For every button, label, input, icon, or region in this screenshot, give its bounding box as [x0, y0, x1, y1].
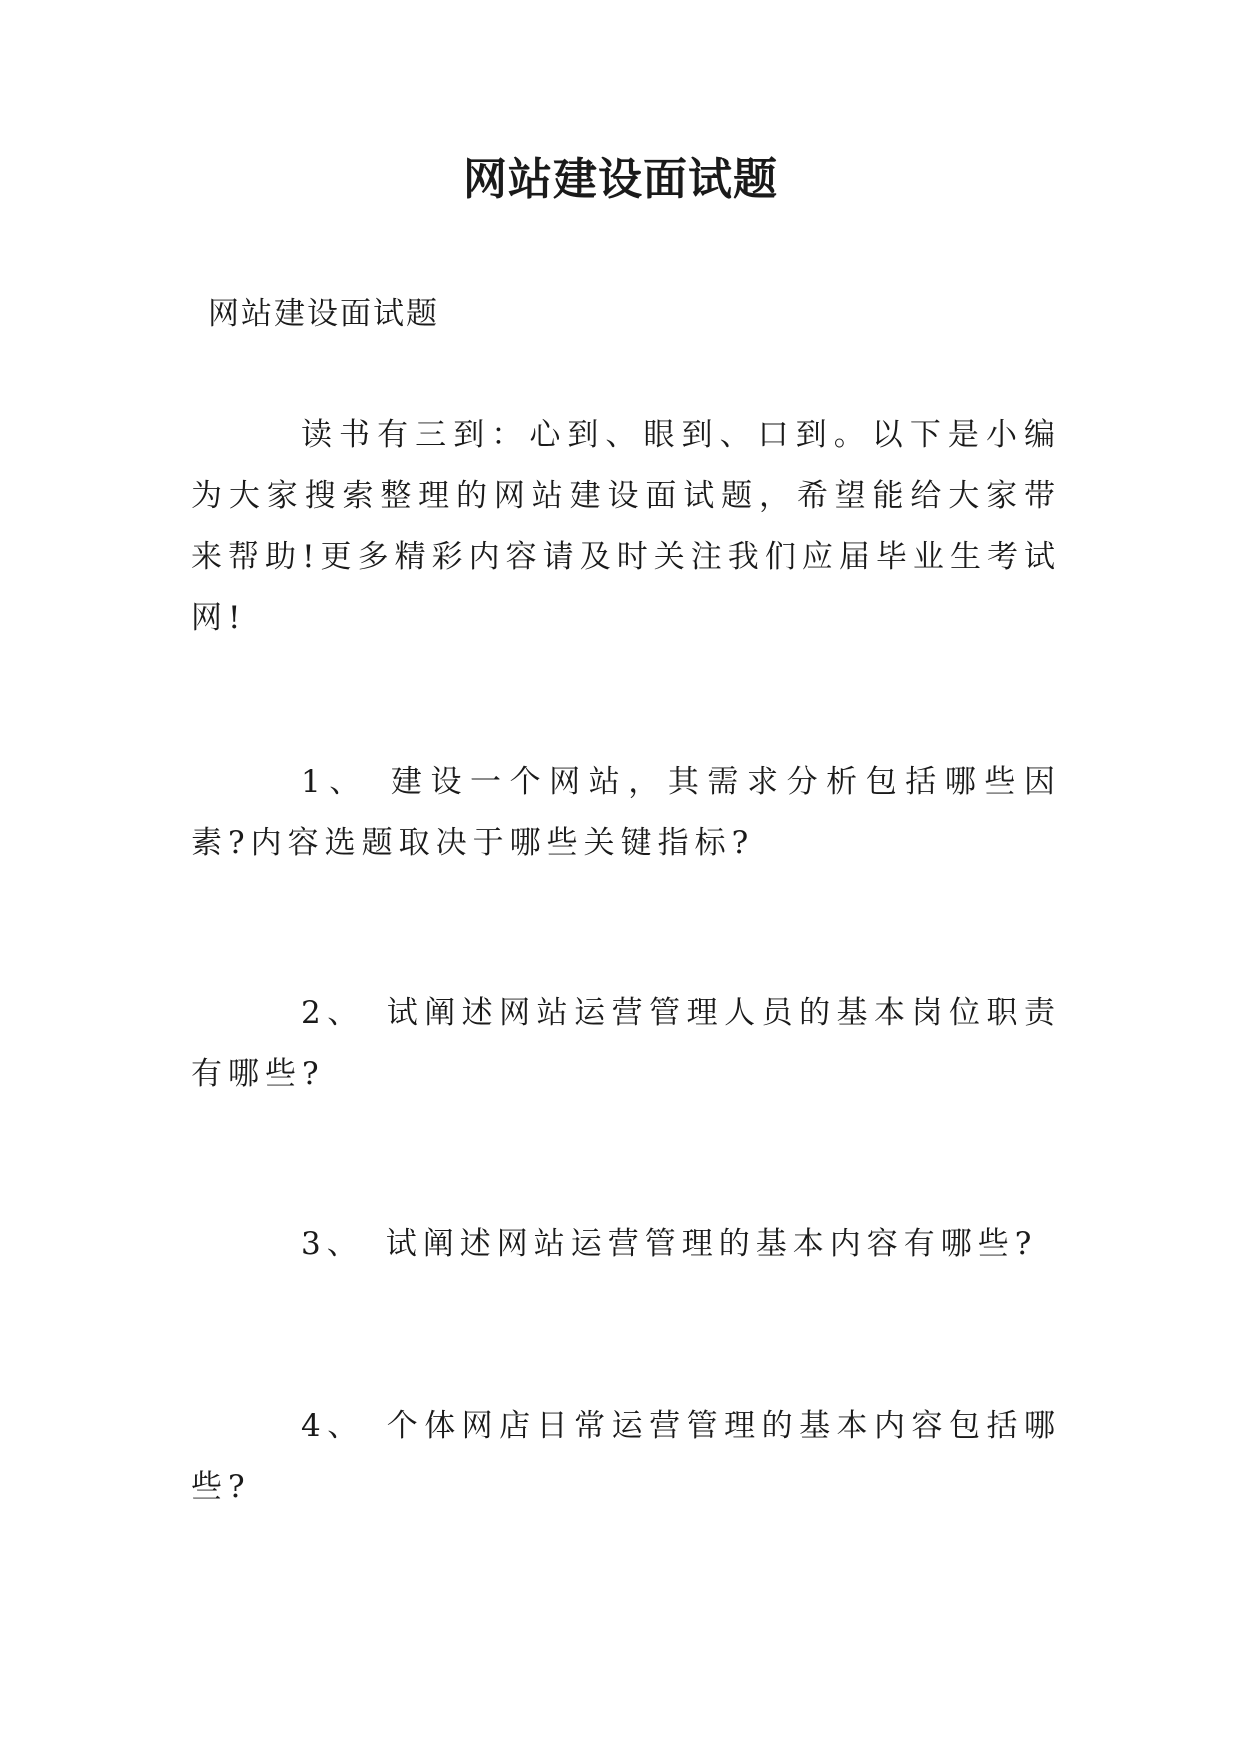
document-subtitle: 网站建设面试题 [208, 296, 439, 332]
question-number: 4、 [301, 1408, 365, 1444]
question-text: 试阐述网站运营管理的基本内容有哪些? [385, 1226, 1038, 1262]
question-item [191, 983, 1061, 1105]
document-title: 网站建设面试题 [463, 154, 778, 205]
question-item [191, 752, 1061, 874]
question-number: 1、 [301, 764, 369, 800]
question-text: 试阐述网站运营管理人员的基本岗位职责有哪些? [191, 995, 1061, 1092]
question-number: 2、 [301, 995, 365, 1031]
question-item [191, 1396, 1061, 1518]
question-item [191, 1214, 1061, 1275]
question-text: 建设一个网站，其需求分析包括哪些因素?内容选题取决于哪些关键指标? [191, 764, 1061, 861]
question-number: 3、 [301, 1226, 364, 1262]
question-text: 个体网店日常运营管理的基本内容包括哪些? [191, 1408, 1061, 1505]
intro-paragraph: 读书有三到：心到、眼到、口到。以下是小编为大家搜索整理的网站建设面试题，希望能给大家带来帮助!更多精彩内容请及时关注我们应届毕业生考试网! [191, 417, 1061, 636]
